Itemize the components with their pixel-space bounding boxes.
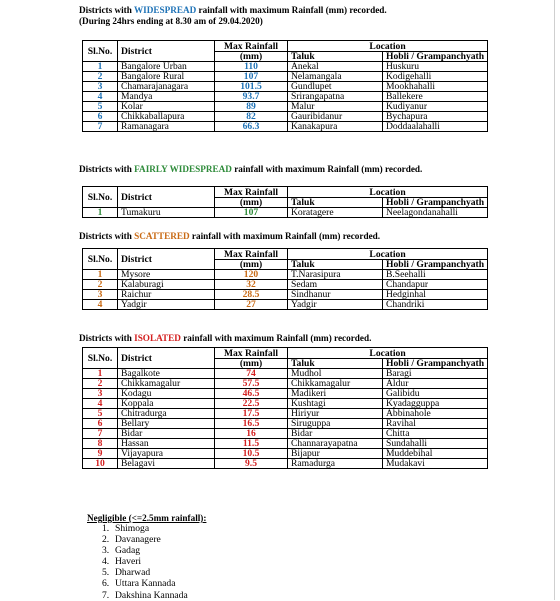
table-row — [83, 419, 488, 429]
negligible-item-name: Dakshina Kannada — [115, 589, 188, 601]
table-row — [83, 300, 488, 310]
heading-keyword: SCATTERED — [134, 231, 190, 241]
row-taluk: Chikkamagalur — [288, 379, 383, 389]
table-row — [83, 409, 488, 419]
widespread-heading — [79, 5, 387, 16]
table-row — [83, 92, 488, 102]
col-header-location: Location — [288, 249, 488, 260]
negligible-item-name: Haveri — [115, 556, 142, 568]
negligible-item-number: 5. — [102, 567, 110, 579]
row-hobli: Aldur — [383, 379, 488, 389]
table-row — [83, 290, 488, 300]
row-max-rainfall: 28.5 — [215, 290, 288, 300]
row-slno: 5 — [83, 409, 118, 419]
col-header-district: District — [118, 348, 215, 369]
row-taluk: Koratagere — [288, 208, 383, 218]
row-hobli: Chandapur — [383, 280, 488, 290]
report-period: (During 24hrs ending at 8.30 am of 29.04.2020) — [79, 16, 263, 26]
table-row — [83, 429, 488, 439]
col-header-location: Location — [288, 348, 488, 359]
row-taluk: Ramadurga — [288, 459, 383, 469]
table-header-row — [83, 41, 488, 52]
row-hobli: Hedginhal — [383, 290, 488, 300]
row-hobli: Ballekere — [383, 92, 488, 102]
row-hobli: Bychapura — [383, 112, 488, 122]
row-hobli: Mookhahalli — [383, 82, 488, 92]
row-max-rainfall: 82 — [215, 112, 288, 122]
row-district: Belagavi — [118, 459, 215, 469]
row-taluk: Yadgir — [288, 300, 383, 310]
negligible-item — [102, 578, 188, 589]
row-slno: 1 — [83, 270, 118, 280]
row-district: Chitradurga — [118, 409, 215, 419]
row-slno: 2 — [83, 280, 118, 290]
row-taluk: Madikeri — [288, 389, 383, 399]
table-row — [83, 369, 488, 379]
row-max-rainfall: 22.5 — [215, 399, 288, 409]
row-taluk: Gundlupet — [288, 82, 383, 92]
col-header-district: District — [118, 187, 215, 208]
heading-prefix: Districts with — [79, 333, 135, 343]
row-hobli: Ravihal — [383, 419, 488, 429]
table-header-row — [83, 348, 488, 359]
row-max-rainfall: 107 — [215, 208, 288, 218]
row-hobli: B.Seehalli — [383, 270, 488, 280]
row-max-rainfall: 93.7 — [215, 92, 288, 102]
negligible-item-name: Shimoga — [115, 523, 150, 534]
negligible-item-name: Dharwad — [115, 567, 151, 579]
row-taluk: Kushtagi — [288, 399, 383, 409]
heading-keyword: FAIRLY WIDESPREAD — [134, 164, 232, 174]
isolated-heading — [79, 333, 371, 344]
col-header-hobli: Hobli / Grampanchyath — [383, 198, 488, 208]
heading-prefix: Districts with — [79, 231, 135, 241]
row-max-rainfall: 120 — [215, 270, 288, 280]
row-district: Bangalore Rural — [118, 72, 215, 82]
negligible-item — [102, 590, 188, 601]
col-header-rain-unit: (mm) — [215, 198, 288, 208]
row-district: Bangalore Urban — [118, 62, 215, 72]
row-taluk: Channarayapatna — [288, 439, 383, 449]
table-row — [83, 82, 488, 92]
col-header-location: Location — [288, 187, 488, 198]
row-taluk: Hiriyur — [288, 409, 383, 419]
row-hobli: Huskuru — [383, 62, 488, 72]
row-hobli: Baragi — [383, 369, 488, 379]
row-taluk: Anekal — [288, 62, 383, 72]
fairly-widespread-table — [82, 186, 488, 218]
table-row — [83, 399, 488, 409]
row-max-rainfall: 10.5 — [215, 449, 288, 459]
negligible-item-name: Gadag — [115, 545, 141, 557]
table-row — [83, 389, 488, 399]
table-row — [83, 270, 488, 280]
row-taluk: Nelamangala — [288, 72, 383, 82]
row-taluk: Srirangapatna — [288, 92, 383, 102]
col-header-location: Location — [288, 41, 488, 52]
row-district: Raichur — [118, 290, 215, 300]
row-slno: 3 — [83, 389, 118, 399]
row-district: Tumakuru — [118, 208, 215, 218]
table-row — [83, 379, 488, 389]
row-district: Bagalkote — [118, 369, 215, 379]
row-max-rainfall: 101.5 — [215, 82, 288, 92]
row-district: Chikkaballapura — [118, 112, 215, 122]
row-max-rainfall: 27 — [215, 300, 288, 310]
row-taluk: T.Narasipura — [288, 270, 383, 280]
row-slno: 3 — [83, 82, 118, 92]
heading-suffix: rainfall with maximum Rainfall (mm) recorded. — [196, 5, 387, 15]
negligible-list — [102, 523, 188, 601]
negligible-item-number: 1. — [102, 523, 110, 534]
col-header-max-rainfall: Max Rainfall — [215, 348, 288, 359]
negligible-item-number: 3. — [102, 545, 110, 557]
col-header-taluk: Taluk — [288, 260, 383, 270]
heading-suffix: rainfall with maximum Rainfall (mm) recorded. — [231, 164, 423, 174]
heading-suffix: rainfall with maximum Rainfall (mm) recorded. — [180, 333, 372, 343]
document-page — [2, 0, 555, 600]
col-header-district: District — [118, 249, 215, 270]
row-max-rainfall: 17.5 — [215, 409, 288, 419]
row-hobli: Galibidu — [383, 389, 488, 399]
row-district: Bidar — [118, 429, 215, 439]
table-row — [83, 449, 488, 459]
col-header-rain-unit: (mm) — [215, 359, 288, 369]
negligible-title: Negligible (<=2.5mm rainfall): — [87, 513, 207, 523]
row-max-rainfall: 46.5 — [215, 389, 288, 399]
row-district: Vijayapura — [118, 449, 215, 459]
row-max-rainfall: 74 — [215, 369, 288, 379]
row-slno: 4 — [83, 92, 118, 102]
heading-suffix: rainfall with maximum Rainfall (mm) recorded. — [189, 231, 381, 241]
table-row — [83, 439, 488, 449]
table-row — [83, 459, 488, 469]
col-header-rain-unit: (mm) — [215, 52, 288, 62]
row-max-rainfall: 66.3 — [215, 122, 288, 132]
row-hobli: Mudakavi — [383, 459, 488, 469]
row-max-rainfall: 9.5 — [215, 459, 288, 469]
table-row — [83, 102, 488, 112]
fairly-widespread-heading — [79, 164, 422, 175]
row-slno: 4 — [83, 300, 118, 310]
negligible-item-name: Davanagere — [115, 534, 161, 546]
col-header-slno: Sl.No. — [83, 348, 118, 369]
scattered-table — [82, 248, 488, 310]
heading-keyword: ISOLATED — [134, 333, 181, 343]
row-taluk: Sindhanur — [288, 290, 383, 300]
row-taluk: Bidar — [288, 429, 383, 439]
table-row — [83, 62, 488, 72]
col-header-max-rainfall: Max Rainfall — [215, 41, 288, 52]
table-row — [83, 208, 488, 218]
row-slno: 7 — [83, 122, 118, 132]
row-taluk: Sedam — [288, 280, 383, 290]
widespread-table — [82, 40, 488, 132]
table-row — [83, 72, 488, 82]
row-hobli: Doddaalahalli — [383, 122, 488, 132]
row-district: Kalaburagi — [118, 280, 215, 290]
row-hobli: Kyadagguppa — [383, 399, 488, 409]
col-header-slno: Sl.No. — [83, 249, 118, 270]
row-hobli: Neelagondanahalli — [383, 208, 488, 218]
row-max-rainfall: 107 — [215, 72, 288, 82]
row-taluk: Siruguppa — [288, 419, 383, 429]
row-taluk: Kanakapura — [288, 122, 383, 132]
row-max-rainfall: 110 — [215, 62, 288, 72]
row-district: Kodagu — [118, 389, 215, 399]
table-row — [83, 280, 488, 290]
row-hobli: Chandriki — [383, 300, 488, 310]
row-district: Yadgir — [118, 300, 215, 310]
row-taluk: Gauribidanur — [288, 112, 383, 122]
negligible-item — [102, 534, 188, 545]
row-slno: 1 — [83, 62, 118, 72]
row-district: Ramanagara — [118, 122, 215, 132]
row-hobli: Sundahalli — [383, 439, 488, 449]
negligible-item-number: 4. — [102, 556, 110, 568]
row-slno: 2 — [83, 72, 118, 82]
row-district: Mysore — [118, 270, 215, 280]
row-hobli: Muddebihal — [383, 449, 488, 459]
row-hobli: Kodigehalli — [383, 72, 488, 82]
negligible-item-name: Uttara Kannada — [115, 578, 176, 590]
row-slno: 7 — [83, 429, 118, 439]
row-slno: 8 — [83, 439, 118, 449]
row-slno: 5 — [83, 102, 118, 112]
col-header-rain-unit: (mm) — [215, 260, 288, 270]
table-row — [83, 122, 488, 132]
col-header-max-rainfall: Max Rainfall — [215, 249, 288, 260]
col-header-slno: Sl.No. — [83, 187, 118, 208]
negligible-item-number: 2. — [102, 534, 110, 546]
heading-keyword: WIDESPREAD — [133, 5, 197, 15]
row-hobli: Kudiyanur — [383, 102, 488, 112]
table-header-row — [83, 249, 488, 260]
row-district: Chikkamagalur — [118, 379, 215, 389]
row-slno: 1 — [83, 369, 118, 379]
row-slno: 6 — [83, 419, 118, 429]
negligible-item — [102, 567, 188, 578]
row-district: Kolar — [118, 102, 215, 112]
col-header-hobli: Hobli / Grampanchyath — [383, 260, 488, 270]
row-max-rainfall: 57.5 — [215, 379, 288, 389]
col-header-taluk: Taluk — [288, 359, 383, 369]
row-slno: 3 — [83, 290, 118, 300]
row-taluk: Malur — [288, 102, 383, 112]
negligible-item — [102, 523, 188, 534]
row-max-rainfall: 11.5 — [215, 439, 288, 449]
col-header-hobli: Hobli / Grampanchyath — [383, 359, 488, 369]
table-header-row — [83, 187, 488, 198]
isolated-table — [82, 347, 488, 469]
row-slno: 10 — [83, 459, 118, 469]
row-max-rainfall: 16 — [215, 429, 288, 439]
col-header-taluk: Taluk — [288, 198, 383, 208]
col-header-max-rainfall: Max Rainfall — [215, 187, 288, 198]
heading-prefix: Districts with — [79, 164, 135, 174]
row-district: Hassan — [118, 439, 215, 449]
col-header-district: District — [118, 41, 215, 62]
table-row — [83, 112, 488, 122]
row-taluk: Bijapur — [288, 449, 383, 459]
scattered-heading — [79, 231, 380, 242]
negligible-item-number: 7. — [102, 589, 110, 601]
row-slno: 6 — [83, 112, 118, 122]
col-header-hobli: Hobli / Grampanchyath — [383, 52, 488, 62]
row-district: Bellary — [118, 419, 215, 429]
row-hobli: Abbinahole — [383, 409, 488, 419]
row-taluk: Mudhol — [288, 369, 383, 379]
row-max-rainfall: 89 — [215, 102, 288, 112]
row-district: Koppala — [118, 399, 215, 409]
row-max-rainfall: 32 — [215, 280, 288, 290]
row-district: Chamarajanagara — [118, 82, 215, 92]
col-header-slno: Sl.No. — [83, 41, 118, 62]
negligible-item — [102, 545, 188, 556]
negligible-item — [102, 556, 188, 567]
row-hobli: Chitta — [383, 429, 488, 439]
row-slno: 9 — [83, 449, 118, 459]
row-max-rainfall: 16.5 — [215, 419, 288, 429]
negligible-item-number: 6. — [102, 578, 110, 590]
row-district: Mandya — [118, 92, 215, 102]
col-header-taluk: Taluk — [288, 52, 383, 62]
row-slno: 2 — [83, 379, 118, 389]
row-slno: 1 — [83, 208, 118, 218]
heading-prefix: Districts with — [79, 5, 134, 15]
row-slno: 4 — [83, 399, 118, 409]
